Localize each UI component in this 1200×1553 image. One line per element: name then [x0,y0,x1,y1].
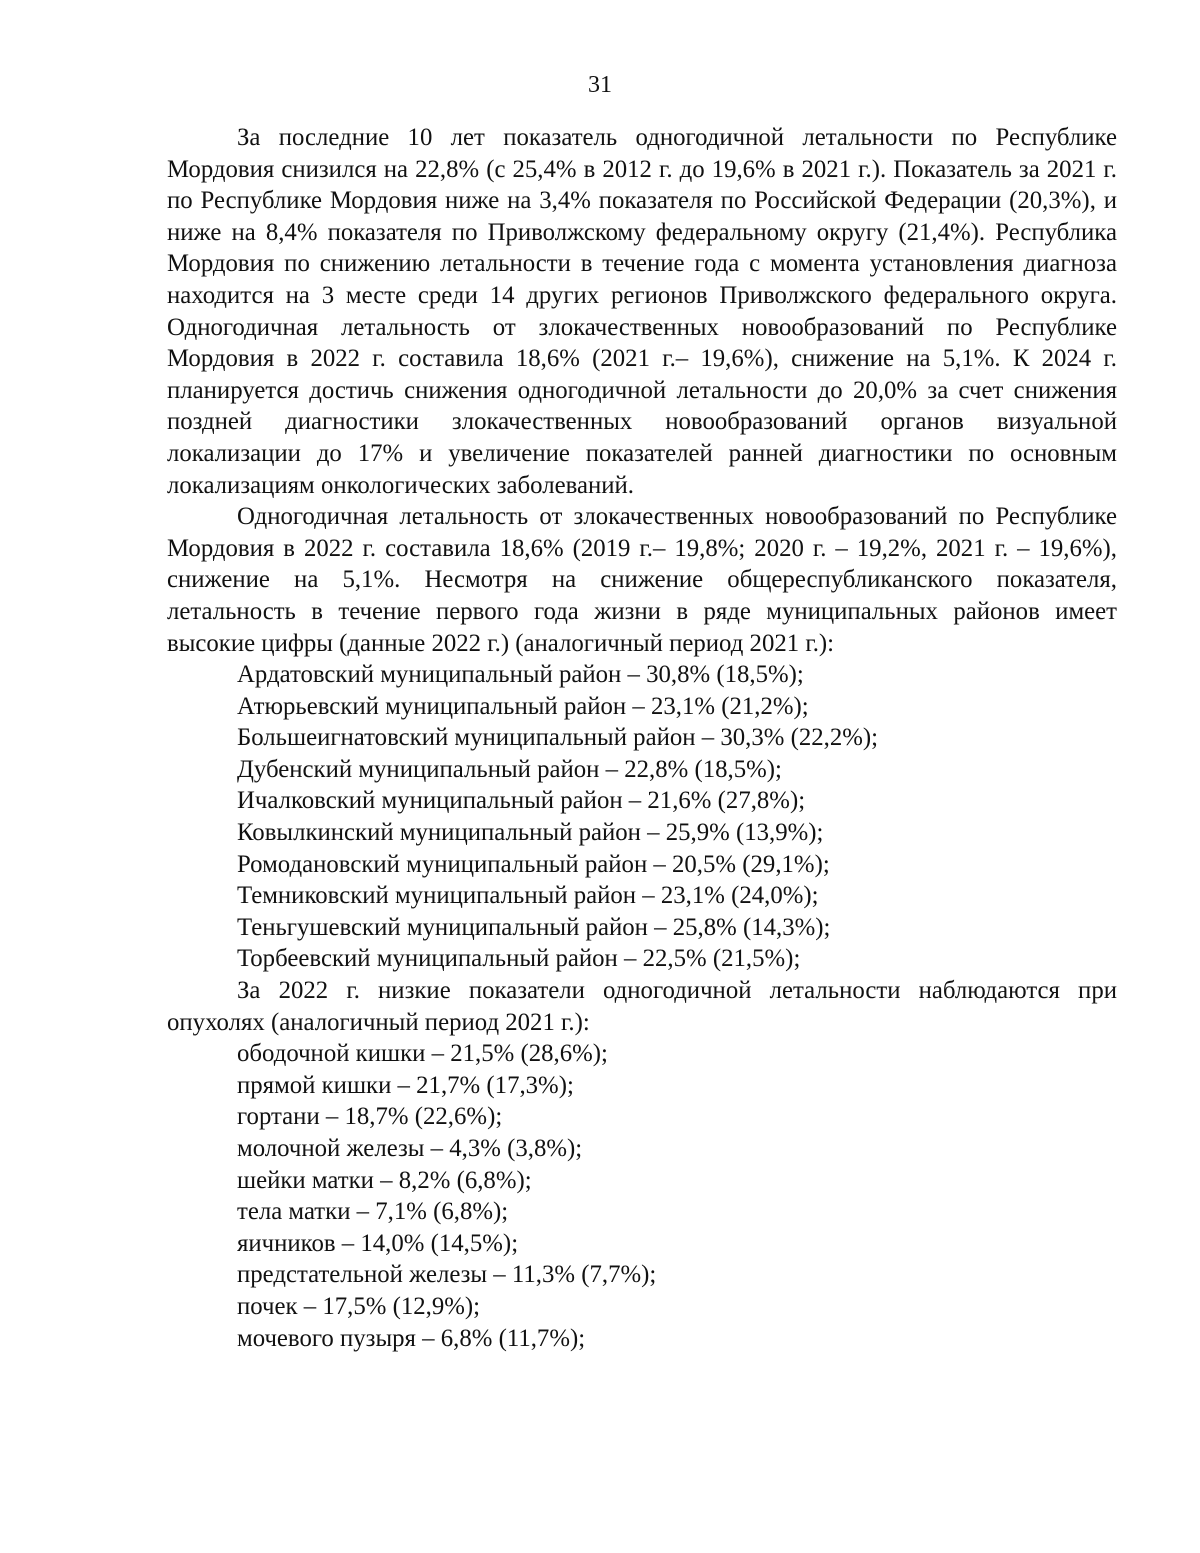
paragraph-mortality-2022: Одногодичная летальность от злокачественных новообразований по Республике Мордовия в 2022 г. составила 18,6% (2019 г.– 19,8%; 2020 г. – 19,2%, 2021 г. – 19,6%), снижение на 5,1%. Несмотря на снижение общереспубликанского показателя, летальность в течение первого года жизни в ряде муниципальных районов имеет высокие цифры (данные 2022 г.) (аналогичный период 2021 г.): [167,503,1117,657]
district-item: Ичалковский муниципальный район – 21,6% (27,8%); [237,787,806,815]
district-item: Теньгушевский муниципальный район – 25,8% (14,3%); [237,913,831,941]
tumor-item: предстательной железы – 11,3% (7,7%); [237,1261,657,1289]
district-item: Ромодановский муниципальный район – 20,5% (29,1%); [237,850,830,878]
tumor-item: гортани – 18,7% (22,6%); [237,1103,503,1131]
paragraph-mortality-trend: За последние 10 лет показатель одногодичной летальности по Республике Мордовия снизился на 22,8% (с 25,4% в 2012 г. до 19,6% в 2021 г.). Показатель за 2021 г. по Республике Мордовия ниже на 3,4% показателя по Российской Федерации (20,3%), и ниже на 8,4% показателя по Приволжскому федеральному округу (21,4%). Республика Мордовия по снижению летальности в течение года с момента установления диагноза находится на 3 месте среди 14 других регионов Приволжского федерального округа. Одногодичная летальность от злокачественных новообразований по Республике Мордовия в 2022 г. составила 18,6% (2021 г.– 19,6%), снижение на 5,1%. К 2024 г. планируется достичь снижения одногодичной летальности до 20,0% за счет снижения поздней диагностики злокачественных новообразований органов визуальной локализации до 17% и увеличение показателей ранней диагностики по основным локализациям онкологических заболеваний. [167,124,1117,499]
document-body [167,122,1117,1354]
district-list [167,659,1117,975]
tumor-item: тела матки – 7,1% (6,8%); [237,1198,509,1226]
district-item: Большеигнатовский муниципальный район – 30,3% (22,2%); [237,724,879,752]
district-item: Ковылкинский муниципальный район – 25,9% (13,9%); [237,819,824,847]
district-item: Темниковский муниципальный район – 23,1% (24,0%); [237,882,819,910]
district-item: Дубенский муниципальный район – 22,8% (18,5%); [237,755,782,783]
tumor-item: шейки матки – 8,2% (6,8%); [237,1166,532,1194]
tumor-item: мочевого пузыря – 6,8% (11,7%); [237,1324,586,1352]
tumor-item: прямой кишки – 21,7% (17,3%); [237,1071,574,1099]
tumor-item: ободочной кишки – 21,5% (28,6%); [237,1040,608,1068]
paragraph-low-mortality-tumors: За 2022 г. низкие показатели одногодичной летальности наблюдаются при опухолях (аналогичный период 2021 г.): [167,977,1117,1036]
district-item: Торбеевский муниципальный район – 22,5% (21,5%); [237,945,801,973]
tumor-item: молочной железы – 4,3% (3,8%); [237,1135,583,1162]
tumor-item: почек – 17,5% (12,9%); [237,1292,481,1320]
district-item: Атюрьевский муниципальный район – 23,1% (21,2%); [237,692,809,720]
tumor-list [167,1038,1117,1354]
district-item: Ардатовский муниципальный район – 30,8% (18,5%); [237,661,804,689]
page-number: 31 [588,72,612,98]
tumor-item: яичников – 14,0% (14,5%); [237,1229,519,1257]
